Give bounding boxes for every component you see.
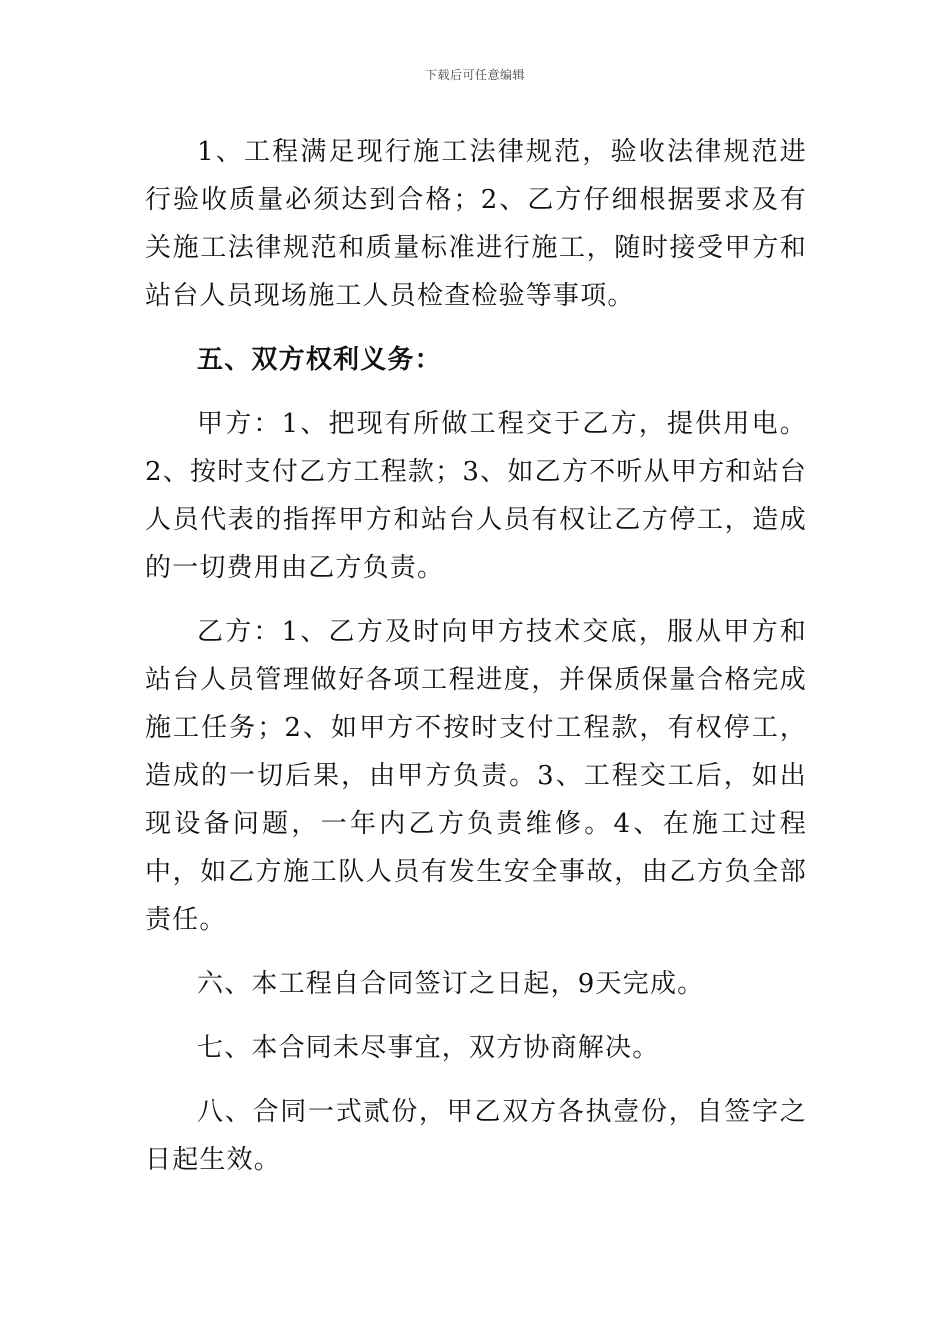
clause-copies-effective: 八、合同一式贰份，甲乙双方各执壹份，自签字之日起生效。: [145, 1097, 807, 1175]
page-header: 下载后可任意编辑: [424, 68, 525, 82]
section-heading-rights-obligations: 五、双方权利义务：: [197, 345, 442, 375]
clause-quality-requirements: 1、工程满足现行施工法律规范，验收法律规范进行验收质量必须达到合格；2、乙方仔细根据要求及有关施工法律规范和质量标准进行施工，随时接受甲方和站台人员现场施工人员检查检验等事项。: [145, 137, 807, 311]
clause-party-b: 乙方：1、乙方及时向甲方技术交底，服从甲方和站台人员管理做好各项工程进度，并保质保量合格完成施工任务；2、如甲方不按时支付工程款，有权停工，造成的一切后果，由甲方负责。3、工程交工后，如出现设备问题，一年内乙方负责维修。4、在施工过程中，如乙方施工队人员有发生安全事故，由乙方负全部责任。: [145, 617, 807, 935]
clause-unresolved-matters: 七、本合同未尽事宜，双方协商解决。: [197, 1033, 660, 1063]
clause-party-a: 甲方：1、把现有所做工程交于乙方，提供用电。2、按时支付乙方工程款；3、如乙方不听从甲方和站台人员代表的指挥甲方和站台人员有权让乙方停工，造成的一切费用由乙方负责。: [145, 409, 807, 583]
clause-duration: 六、本工程自合同签订之日起，9天完成。: [197, 969, 705, 999]
document-body: [145, 128, 807, 1200]
